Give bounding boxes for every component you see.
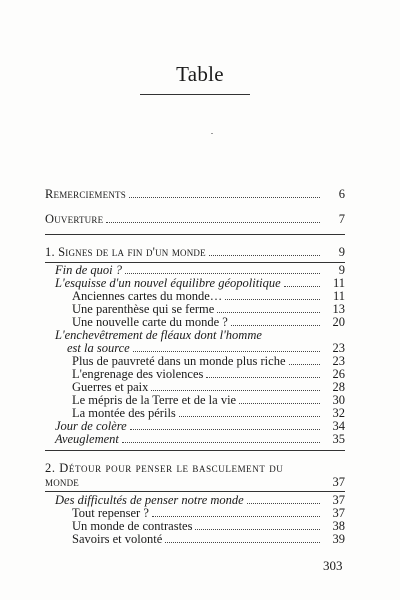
section-rule: [45, 234, 345, 235]
toc-page: 37: [332, 493, 345, 507]
toc-label: Tout repenser ?: [72, 506, 149, 520]
toc-label: La montée des périls: [72, 406, 176, 420]
toc-page: 34: [332, 419, 345, 433]
leader-dots: [130, 421, 320, 430]
toc-entry-savoirs: [72, 533, 345, 546]
toc-page: 26: [332, 367, 345, 381]
toc-entry-ouverture: [45, 213, 345, 226]
toc-page: 30: [332, 393, 345, 407]
toc-page: 23: [332, 341, 345, 355]
leader-dots: [129, 189, 320, 198]
leader-dots: [225, 291, 320, 300]
leader-space: [82, 478, 320, 486]
toc-label: Le mépris de la Terre et de la vie: [72, 393, 237, 407]
toc-entry-remerciements: [45, 188, 345, 201]
leader-dots: [209, 247, 320, 256]
toc-label: Fin de quoi ?: [55, 263, 123, 277]
leader-dots: [179, 408, 320, 417]
toc-label: 1. Signes de la fin d'un monde: [45, 245, 206, 259]
toc-label: Guerres et paix: [72, 380, 149, 394]
title-underline: [140, 94, 250, 95]
leader-dots: [231, 317, 320, 326]
toc-label: Anciennes cartes du monde…: [72, 289, 223, 303]
toc-page: 13: [332, 302, 345, 316]
leader-dots: [165, 534, 320, 543]
leader-dots: [284, 278, 320, 287]
chapter-rule: [45, 491, 345, 492]
toc-label: Remerciements: [45, 187, 126, 201]
toc-label: Savoirs et volonté: [72, 532, 163, 546]
toc-page: 35: [332, 432, 345, 446]
toc-page: 20: [332, 315, 345, 329]
toc-label-line2: monde: [45, 475, 79, 489]
leader-dots: [289, 356, 321, 365]
toc-page: 7: [338, 212, 345, 226]
toc-label: Jour de colère: [55, 419, 127, 433]
paper-speck: [211, 133, 213, 134]
page-title: Table: [176, 62, 224, 86]
toc-label: Plus de pauvreté dans un monde plus riche: [72, 354, 286, 368]
toc-label: Une nouvelle carte du monde ?: [72, 315, 228, 329]
toc-chapter-1: [45, 246, 345, 259]
toc-page: 9: [338, 245, 345, 259]
toc-page: 11: [332, 276, 345, 290]
leader-dots: [206, 369, 320, 378]
leader-dots: [239, 395, 320, 404]
toc-label: Des difficultés de penser notre monde: [55, 493, 244, 507]
leader-dots: [151, 382, 320, 391]
toc-page: 28: [332, 380, 345, 394]
leader-dots: [122, 434, 320, 443]
page-number: 303: [323, 558, 343, 573]
toc-page: 23: [332, 354, 345, 368]
section-rule: [45, 450, 345, 451]
toc-label: L'engrenage des violences: [72, 367, 204, 381]
toc-page: 11: [332, 289, 345, 303]
toc-label-line2: est la source: [67, 341, 130, 355]
toc-chapter-2-line1: 2. Détour pour penser le basculement du: [45, 461, 284, 475]
toc-label: L'esquisse d'un nouvel équilibre géopolitique: [55, 276, 281, 290]
toc-label-line1: L'enchevêtrement de fléaux dont l'homme: [55, 328, 262, 342]
toc-label: Aveuglement: [55, 432, 119, 446]
leader-dots: [125, 265, 320, 274]
toc-page: 37: [332, 475, 345, 489]
leader-dots: [106, 214, 320, 223]
leader-dots: [133, 343, 320, 352]
toc-entry-aveuglement: [55, 433, 345, 446]
leader-dots: [217, 304, 320, 313]
toc-page: 38: [332, 519, 345, 533]
toc-label: Ouverture: [45, 212, 104, 226]
toc-label: Une parenthèse qui se ferme: [72, 302, 215, 316]
leader-dots: [195, 521, 320, 530]
leader-dots: [247, 495, 320, 504]
toc-page: 37: [332, 506, 345, 520]
toc-chapter-2: [45, 476, 345, 489]
leader-dots: [152, 508, 320, 517]
toc-label: Un monde de contrastes: [72, 519, 193, 533]
toc-page: 39: [332, 532, 345, 546]
toc-page: 6: [338, 187, 345, 201]
toc-page: 32: [332, 406, 345, 420]
toc-page: 9: [338, 263, 345, 277]
